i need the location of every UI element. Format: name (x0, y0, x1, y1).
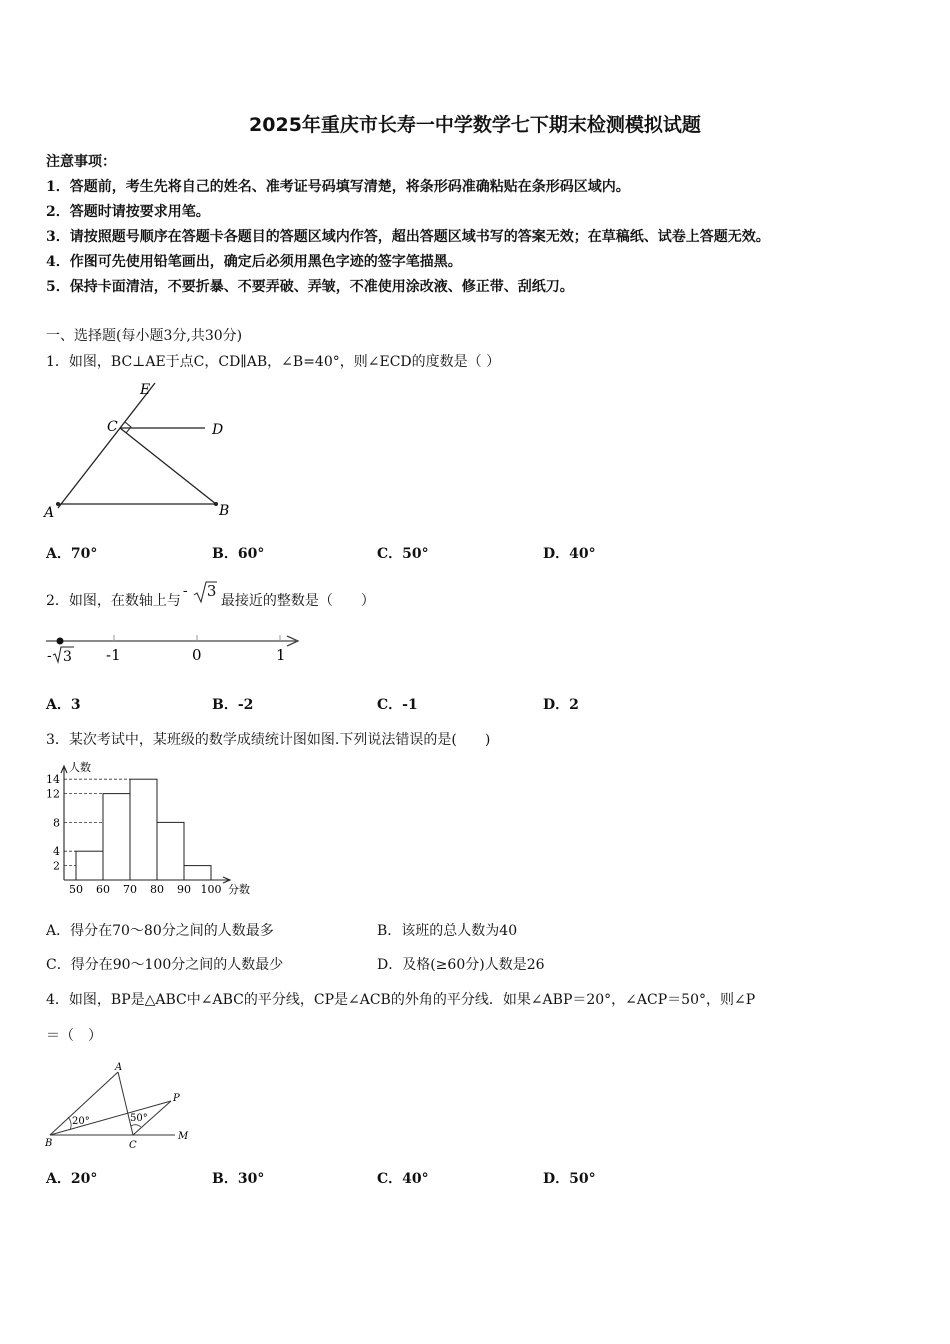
notice-heading: 注意事项： (46, 154, 116, 170)
sqrt-sign-icon (193, 581, 207, 603)
point-neg-sqrt3 (57, 638, 64, 645)
y-axis-label: 人数 (69, 761, 91, 774)
q2-text-after: 最接近的整数是（ ） (220, 593, 375, 609)
y-tick-label: 2 (53, 859, 60, 873)
label-b: B (219, 503, 230, 519)
notice-item: 2．答题时请按要求用笔。 (46, 204, 210, 220)
q3-option-b[interactable]: B．该班的总人数为40 (377, 923, 518, 939)
q4-option-a[interactable]: A．20° (46, 1171, 98, 1187)
question-2-text (46, 582, 375, 611)
point-b (214, 502, 218, 506)
label-p: P (173, 1093, 180, 1104)
label-minus: - (47, 648, 52, 664)
q1-option-b[interactable]: B．60° (212, 546, 265, 562)
histogram-bar (130, 779, 157, 880)
x-tick-label: 70 (123, 883, 137, 896)
q2-radical (181, 582, 221, 611)
label-d: D (212, 422, 224, 438)
q2-text-before: 2．如图，在数轴上与 (46, 593, 181, 609)
y-tick-label: 14 (46, 773, 60, 787)
q2-radical-prefix: - (182, 583, 188, 599)
tick-label: 0 (192, 646, 202, 664)
angle-50-label: 50° (130, 1113, 148, 1124)
x-tick-label: 90 (177, 883, 191, 896)
histogram-bar (76, 851, 103, 880)
histogram-bar (157, 822, 184, 880)
q3-option-a[interactable]: A．得分在70～80分之间的人数最多 (46, 923, 274, 939)
q2-option-c[interactable]: C．-1 (377, 697, 418, 713)
question-3-text: 3．某次考试中，某班级的数学成绩统计图如图.下列说法错误的是( ) (46, 732, 491, 748)
y-tick-label: 4 (53, 845, 60, 859)
x-tick-label: 80 (150, 883, 164, 896)
question-4-text-line2: ＝（ ） (46, 1028, 102, 1044)
angle-20-label: 20° (72, 1116, 90, 1127)
label-a: A (44, 505, 55, 521)
label-c: C (107, 419, 118, 435)
q3-histogram (40, 758, 260, 900)
q4-triangle-figure (40, 1060, 200, 1155)
label-a: A (115, 1062, 123, 1073)
q2-radicand: 3 (206, 582, 217, 600)
question-4-text-line1: 4．如图，BP是△ABC中∠ABC的平分线，CP是∠ACB的外角的平分线．如果∠ABP＝20°，∠ACP＝50°，则∠P (46, 992, 756, 1008)
q3-option-c[interactable]: C．得分在90～100分之间的人数最少 (46, 957, 284, 973)
question-1-text: 1．如图，BC⊥AE于点C，CD∥AB，∠B=40°，则∠ECD的度数是（ ） (46, 354, 501, 370)
q3-option-d[interactable]: D．及格(≥60分)人数是26 (377, 957, 545, 973)
label-e: E (140, 382, 151, 398)
q4-option-d[interactable]: D．50° (543, 1171, 596, 1187)
notice-item: 4．作图可先使用铅笔画出，确定后必须用黑色字迹的签字笔描黑。 (46, 254, 462, 270)
q1-option-d[interactable]: D．40° (543, 546, 596, 562)
x-axis-label: 分数 (228, 883, 250, 896)
label-radicand: 3 (63, 649, 72, 665)
y-tick-label: 8 (53, 816, 60, 830)
notice-item: 5．保持卡面清洁，不要折暴、不要弄破、弄皱，不准使用涂改液、修正带、刮纸刀。 (46, 279, 574, 295)
angle-arc-c (131, 1125, 141, 1127)
label-b: B (45, 1138, 53, 1149)
x-tick-label: 100 (200, 883, 222, 896)
q2-option-d[interactable]: D．2 (543, 697, 579, 713)
q4-option-c[interactable]: C．40° (377, 1171, 429, 1187)
notice-item: 3．请按照题号顺序在答题卡各题目的答题区域内作答，超出答题区域书写的答案无效；在草稿纸、试卷上答题无效。 (46, 229, 770, 245)
section-heading: 一、选择题(每小题3分,共30分) (46, 328, 243, 344)
line-ae (58, 383, 155, 508)
label-c: C (129, 1140, 137, 1151)
x-tick-label: 50 (69, 883, 83, 896)
q4-option-b[interactable]: B．30° (212, 1171, 265, 1187)
tick-label: -1 (106, 646, 121, 664)
notice-item: 1．答题前，考生先将自己的姓名、准考证号码填写清楚，将条形码准确粘贴在条形码区域内。 (46, 179, 630, 195)
x-tick-label: 60 (96, 883, 110, 896)
line-cb (120, 428, 216, 504)
q1-triangle-figure (40, 378, 240, 523)
histogram-bar (184, 866, 211, 880)
histogram-bar (103, 794, 130, 880)
q2-option-b[interactable]: B．-2 (212, 697, 254, 713)
tick-label: 1 (276, 646, 286, 664)
label-m: M (178, 1131, 189, 1142)
q2-option-a[interactable]: A．3 (46, 697, 81, 713)
page-title: 2025年重庆市长寿一中学数学七下期末检测模拟试题 (249, 114, 701, 136)
line-ac (118, 1072, 133, 1135)
q1-option-a[interactable]: A．70° (46, 546, 98, 562)
q1-option-c[interactable]: C．50° (377, 546, 429, 562)
angle-arc-b (68, 1117, 71, 1130)
q2-number-line (44, 630, 304, 670)
y-tick-label: 12 (46, 787, 60, 801)
point-a (56, 502, 60, 506)
